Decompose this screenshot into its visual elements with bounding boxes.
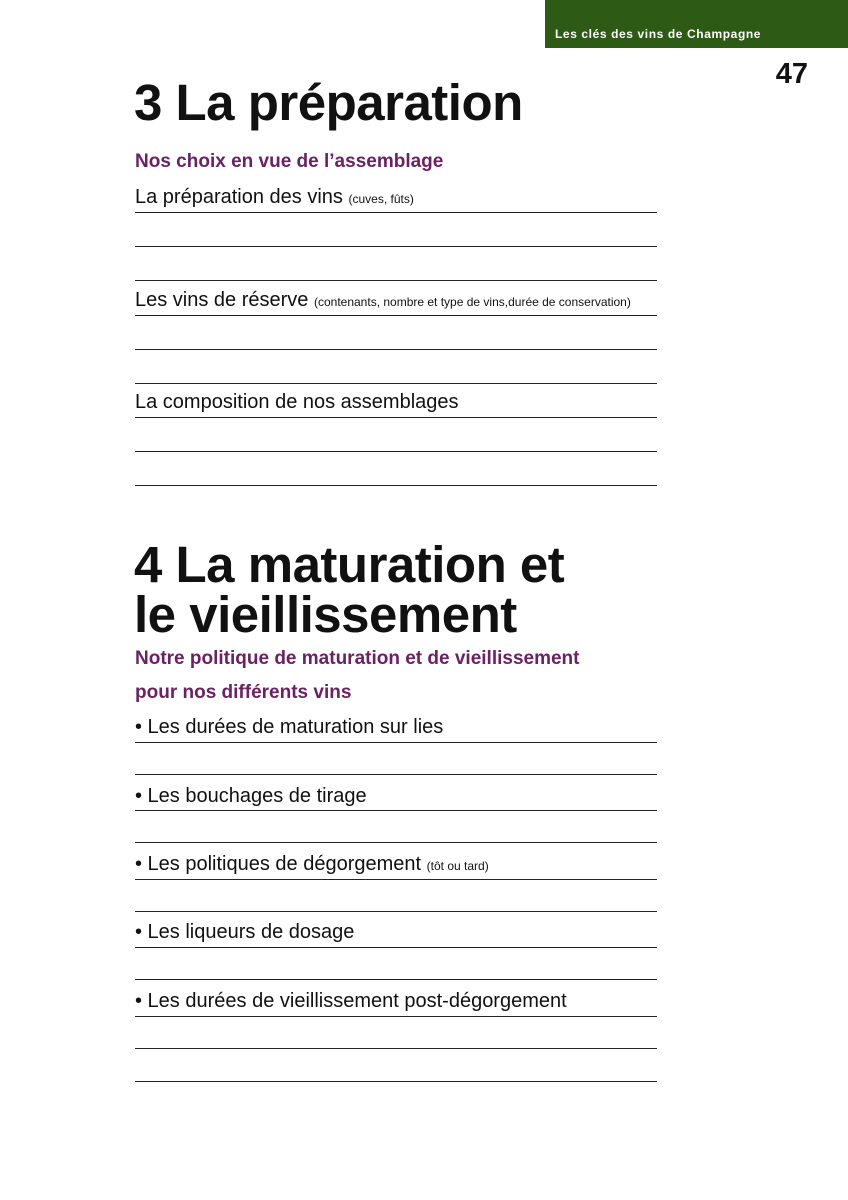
header-band xyxy=(545,0,848,48)
field-maturation-lies xyxy=(135,716,443,739)
writing-line[interactable] xyxy=(135,417,657,418)
writing-line[interactable] xyxy=(135,947,657,948)
page-number: 47 xyxy=(775,58,808,90)
writing-line[interactable] xyxy=(135,1048,657,1049)
writing-line[interactable] xyxy=(135,246,657,247)
writing-line[interactable] xyxy=(135,911,657,912)
section4-subtitle-line2: pour nos différents vins xyxy=(135,682,352,703)
writing-line[interactable] xyxy=(135,979,657,980)
section4-subtitle-line1: Notre politique de maturation et de vieillissement xyxy=(135,648,580,669)
writing-line[interactable] xyxy=(135,280,657,281)
writing-line[interactable] xyxy=(135,1081,657,1082)
writing-line[interactable] xyxy=(135,774,657,775)
writing-line[interactable] xyxy=(135,742,657,743)
section4-title-line2: le vieillissement xyxy=(134,586,517,643)
writing-line[interactable] xyxy=(135,810,657,811)
field-preparation-vins xyxy=(135,186,414,209)
field-label: • Les liqueurs de dosage xyxy=(135,921,355,943)
field-label: • Les durées de vieillissement post-dégorgement xyxy=(135,990,567,1012)
writing-line[interactable] xyxy=(135,212,657,213)
field-vins-reserve xyxy=(135,289,631,312)
section3-title: 3 La préparation xyxy=(134,74,523,131)
writing-line[interactable] xyxy=(135,1016,657,1017)
field-composition-assemblages xyxy=(135,391,459,414)
field-label: Les vins de réserve xyxy=(135,289,309,311)
writing-line[interactable] xyxy=(135,451,657,452)
field-note: (cuves, fûts) xyxy=(348,192,414,206)
section4-title-line1: 4 La maturation et xyxy=(134,536,565,593)
writing-line[interactable] xyxy=(135,842,657,843)
field-label: • Les bouchages de tirage xyxy=(135,785,367,807)
field-label: • Les durées de maturation sur lies xyxy=(135,716,444,738)
writing-line[interactable] xyxy=(135,879,657,880)
field-vieillissement-post xyxy=(135,990,567,1013)
field-bouchages-tirage xyxy=(135,785,367,808)
field-label: • Les politiques de dégorgement xyxy=(135,853,422,875)
field-label: La préparation des vins xyxy=(135,186,343,208)
field-liqueurs-dosage xyxy=(135,921,354,944)
field-note: (contenants, nombre et type de vins,durée de conservation) xyxy=(313,295,631,309)
section3-subtitle: Nos choix en vue de l’assemblage xyxy=(135,151,444,172)
writing-line[interactable] xyxy=(135,349,657,350)
header-band-text: Les clés des vins de Champagne xyxy=(555,27,762,41)
field-label: La composition de nos assemblages xyxy=(135,391,459,413)
field-degorgement xyxy=(135,853,489,876)
field-note: (tôt ou tard) xyxy=(426,859,489,873)
writing-line[interactable] xyxy=(135,315,657,316)
writing-line[interactable] xyxy=(135,383,657,384)
writing-line[interactable] xyxy=(135,485,657,486)
